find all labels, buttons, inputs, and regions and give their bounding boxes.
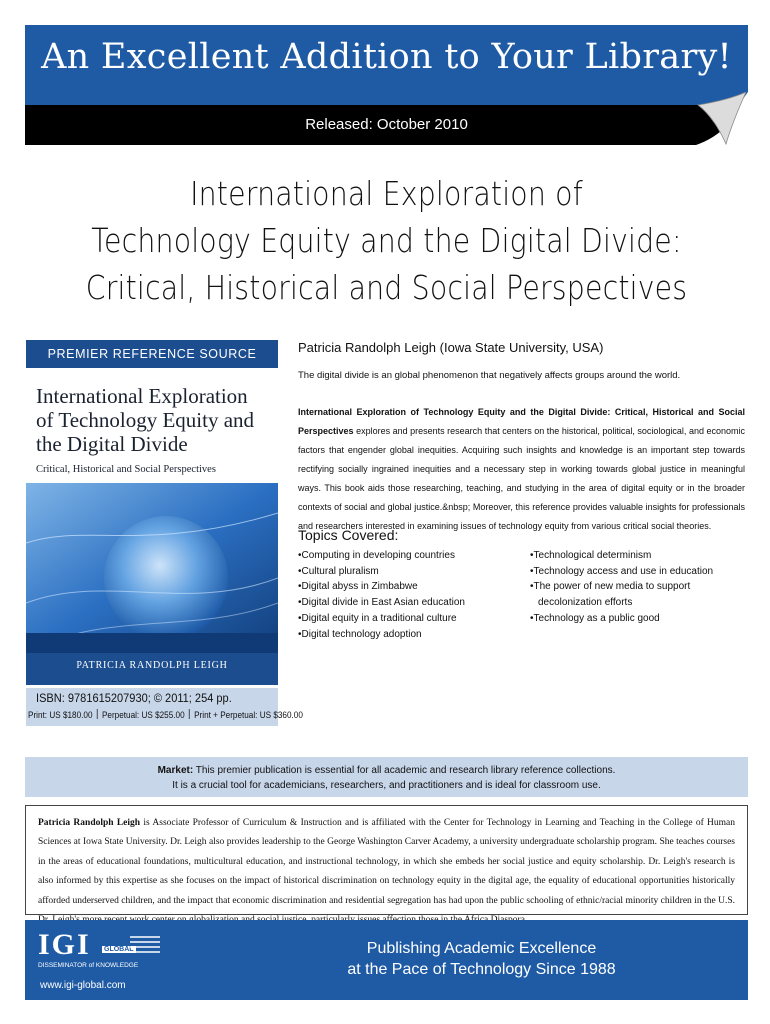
price-print-perpetual: Print + Perpetual: US $360.00 — [194, 710, 303, 721]
price-list — [28, 709, 303, 721]
cover-series-label: PREMIER REFERENCE SOURCE — [26, 340, 278, 368]
price-divider — [97, 709, 98, 719]
price-perpetual: Perpetual: US $255.00 — [101, 710, 185, 721]
list-item: • The power of new media to support — [530, 579, 745, 595]
list-item: • Technology access and use in education — [530, 564, 745, 580]
price-divider — [189, 709, 190, 719]
logo-lines-icon — [130, 934, 160, 956]
topics-list-left — [298, 548, 518, 642]
igi-tagline: DISSEMINATOR of KNOWLEDGE — [38, 962, 139, 969]
isbn-info: ISBN: 9781615207930; © 2011; 254 pp. — [36, 691, 232, 705]
market-label: Market: — [157, 765, 194, 776]
list-item: • Digital equity in a traditional culture — [298, 611, 518, 627]
release-bar — [25, 105, 748, 145]
description-title: International Exploration of Technology Equity and the Digital Divide: Critical, Historical and Social Perspectives — [298, 407, 745, 436]
release-date: Released: October 2010 — [305, 116, 468, 133]
list-item: • Digital abyss in Zimbabwe — [298, 579, 518, 595]
slogan-line-1: Publishing Academic Excellence — [366, 940, 597, 957]
header-banner — [25, 25, 748, 105]
title-line-2: Technology Equity and the Digital Divide: — [91, 221, 682, 260]
igi-global-tag: GLOBAL — [104, 946, 134, 953]
author-affiliation: Patricia Randolph Leigh (Iowa State University, USA) — [298, 340, 604, 355]
author-bio-box — [25, 805, 748, 915]
tagline: The digital divide is an global phenomenon that negatively affects groups around the world. — [298, 370, 681, 381]
footer-banner — [25, 920, 748, 1000]
page-curl-icon — [688, 92, 748, 147]
bio-name: Patricia Randolph Leigh — [38, 818, 141, 828]
book-cover — [26, 340, 278, 685]
igi-logo-block — [38, 926, 140, 992]
market-box — [25, 757, 748, 797]
price-print: Print: US $180.00 — [28, 710, 93, 721]
book-description — [298, 403, 745, 536]
list-item-continued: decolonization efforts — [538, 597, 633, 609]
list-item: • Cultural pluralism — [298, 564, 518, 580]
topics-heading: Topics Covered: — [298, 527, 399, 543]
igi-logo: IGI — [38, 928, 91, 961]
description-text: explores and presents research that centers on the historical, political, sociological, and economic factors that engender global inequities. Acquiring such insights and knowledge is an important step towards rectifying socially ingrained inequities and a necessary step in working towards global justice in meaningful ways. This book aids those researching, teaching, and studying in the area of digital equity or in the broader contexts of social and global justice.&nbsp; Moreover, this reference provides valuable insights for professionals and researchers interested in examining issues of technology equity from various critical social theories. — [298, 426, 745, 531]
topics-list-right — [530, 548, 745, 627]
banner-title: An Excellent Addition to Your Library! — [41, 37, 732, 77]
title-line-1: International Exploration of — [190, 174, 583, 213]
book-title — [76, 170, 698, 311]
pricing-box — [26, 688, 303, 726]
list-item: • Digital technology adoption — [298, 627, 518, 643]
market-line-2: It is a crucial tool for academicians, researchers, and practitioners and is ideal for classroom use. — [172, 780, 601, 791]
title-line-3: Critical, Historical and Social Perspectives — [85, 268, 688, 307]
cover-subtitle: Critical, Historical and Social Perspectives — [36, 464, 216, 475]
cover-title: International Exploration of Technology Equity and the Digital Divide — [36, 384, 255, 456]
bio-text: is Associate Professor of Curriculum & Instruction and is affiliated with the Center for Technology in Learning and Teaching in the College of Human Sciences at Iowa State University. Dr. Leigh also provides leadership to the George Washington Carver Academy, a university undergraduate scholarship program. She teaches courses in the areas of educational foundations, multicultural education, and instructional technology, in which she embeds her social justice and equity scholarship. Dr. Leigh's research is also informed by this expertise as she focuses on the impact of historical discrimination on technology equity in the digital age, the equality of educational opportunities historically afforded underserved children, and the impact that economic discrimination and residential segregation has had upon the public schooling of ethnic/racial minority children in the U.S. — [38, 818, 735, 906]
slogan-line-2: at the Pace of Technology Since 1988 — [347, 961, 616, 978]
list-item: • Digital divide in East Asian education — [298, 595, 518, 611]
publisher-slogan — [215, 938, 748, 980]
list-item: • Technological determinism — [530, 548, 745, 564]
list-item: • Technology as a public good — [530, 611, 745, 627]
list-item: • Computing in developing countries — [298, 548, 518, 564]
cover-author: PATRICIA RANDOLPH LEIGH — [76, 660, 228, 671]
market-line-1: This premier publication is essential for all academic and research library reference collections. — [193, 765, 616, 776]
cover-globe-image — [26, 483, 278, 653]
website-link[interactable]: www.igi-global.com — [40, 980, 126, 991]
